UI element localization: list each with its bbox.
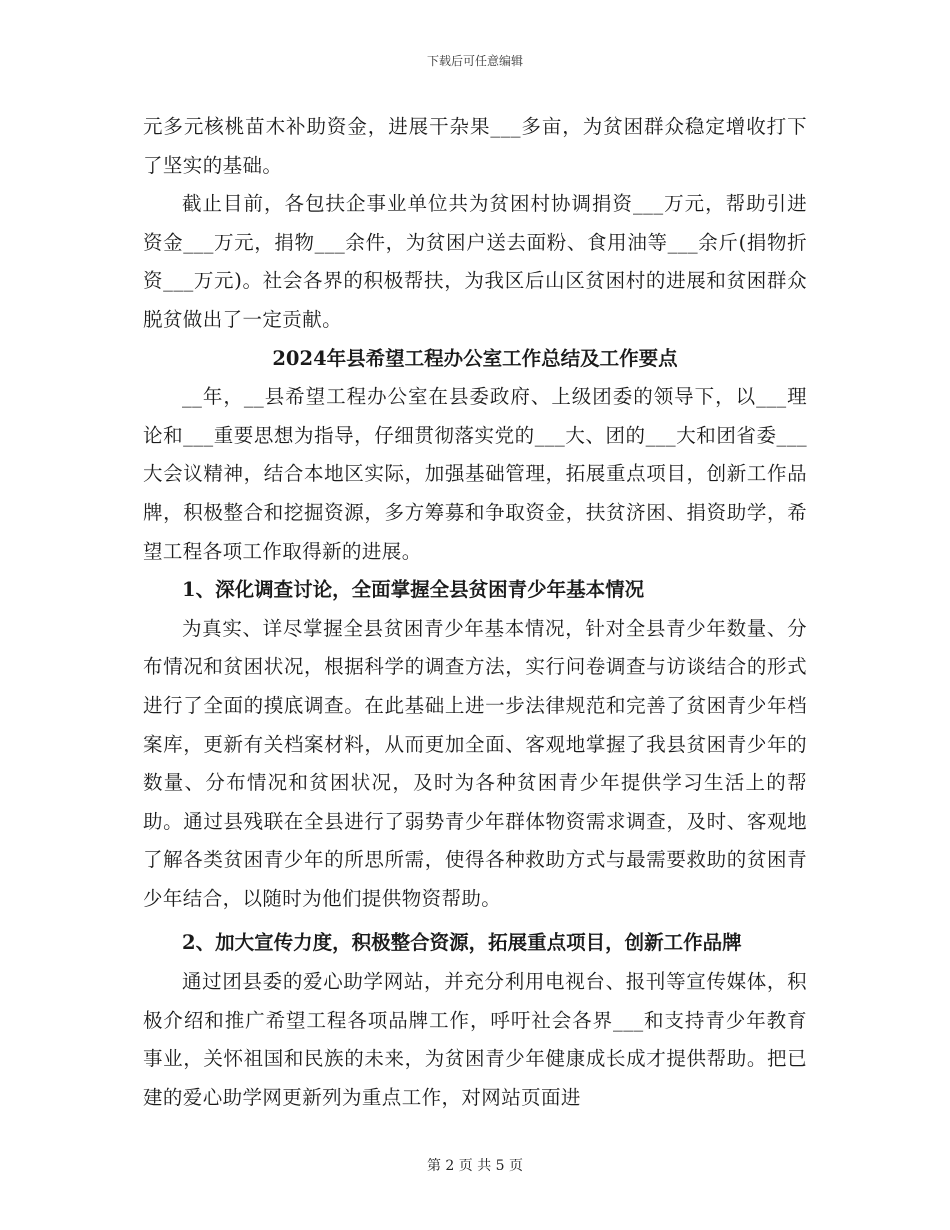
document-body (143, 108, 807, 1117)
section-heading-1: 1、深化调查讨论，全面掌握全县贫困青少年基本情况 (182, 578, 645, 602)
paragraph-section-1: 为真实、详尽掌握全县贫困青少年基本情况，针对全县青少年数量、分布情况和贫困状况，根据科学的调查方法，实行问卷调查与访谈结合的形式进行了全面的摸底调查。在此基础上进一步法律规范和完善了贫困青少年档案库，更新有关档案材料，从而更加全面、客观地掌握了我县贫困青少年的数量、分布情况和贫困状况，及时为各种贫困青少年提供学习生活上的帮助。通过县残联在全县进行了弱势青少年群体物资需求调查，及时、客观地了解各类贫困青少年的所思所需，使得各种救助方式与最需要救助的贫困青少年结合，以随时为他们提供物资帮助。 (143, 616, 807, 910)
paragraph-donations: 截止目前，各包扶企事业单位共为贫困村协调捐资___万元，帮助引进资金___万元，捐物___余件，为贫困户送去面粉、食用油等___余斤(捐物折资___万元)。社会各界的积极帮扶，为我区后山区贫困村的进展和贫困群众脱贫做出了一定贡献。 (143, 192, 807, 331)
page-footer: 第 2 页 共 5 页 (426, 1158, 524, 1174)
page-header: 下载后可任意编辑 (426, 54, 523, 68)
paragraph-continued: 元多元核桃苗木补助资金，进展干杂果___多亩，为贫困群众稳定增收打下了坚实的基础。 (143, 115, 807, 177)
section-heading-2: 2、加大宣传力度，积极整合资源，拓展重点项目，创新工作品牌 (182, 931, 742, 955)
paragraph-intro: __年，__县希望工程办公室在县委政府、上级团委的领导下，以___理论和___重要思想为指导，仔细贯彻落实党的___大、团的___大和团省委___大会议精神，结合本地区实际，加强基础管理，拓展重点项目，创新工作品牌，积极整合和挖掘资源，多方筹募和争取资金，扶贫济困、捐资助学，希望工程各项工作取得新的进展。 (143, 385, 807, 563)
paragraph-section-2: 通过团县委的爱心助学网站，并充分利用电视台、报刊等宣传媒体，积极介绍和推广希望工程各项品牌工作，呼吁社会各界___和支持青少年教育事业，关怀祖国和民族的未来，为贫困青少年健康成长成才提供帮助。把已建的爱心助学网更新列为重点工作，对网站页面进 (143, 970, 807, 1109)
document-title: 2024年县希望工程办公室工作总结及工作要点 (272, 346, 678, 370)
